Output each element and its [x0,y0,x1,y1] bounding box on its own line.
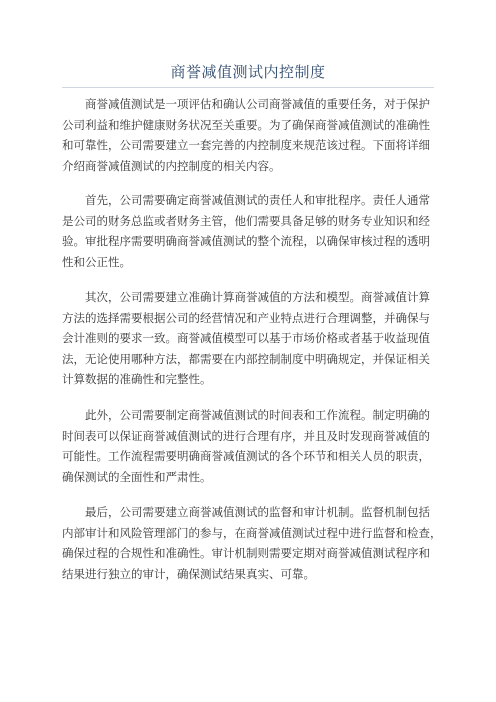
paragraph-line: 是公司的财务总监或者财务主管，他们需要具备足够的财务专业知识和经 [62,213,430,228]
paragraph-line: 确保过程的合规性和准确性。审计机制则需要定期对商誉减值测试程序和 [62,546,430,560]
paragraph-line: 法，无论使用哪种方法，都需要在内部控制制度中明确规定，并保证相关 [62,351,430,366]
paragraph-line: 可能性。工作流程需要明确商誉减值测试的各个环节和相关人员的职责， [62,449,430,463]
paragraph-line: 此外，公司需要制定商誉减值测试的时间表和工作流程。制定明确的 [85,408,430,422]
paragraph-line: 确保测试的全面性和严肃性。 [62,469,212,484]
paragraph-line: 结果进行独立的审计，确保测试结果真实、可靠。 [62,566,315,581]
paragraph-line: 计算数据的准确性和完整性。 [62,372,212,386]
paragraph-line: 其次，公司需要建立准确计算商誉减值的方法和模型。商誉减值计算 [85,290,430,304]
paragraph-third [62,405,442,487]
paragraph-fourth [62,502,442,584]
paragraph-first [62,190,442,272]
paragraph-line: 商誉减值测试是一项评估和确认公司商誉减值的重要任务，对于保护 [85,97,430,111]
paragraph-line: 内部审计和风险管理部门的参与，在商誉减值测试过程中进行监督和检查， [62,525,442,540]
paragraph-line: 公司利益和维护健康财务状况至关重要。为了确保商誉减值测试的准确性 [62,117,430,132]
paragraph-intro [62,94,442,176]
paragraph-line: 方法的选择需要根据公司的经营情况和产业特点进行合理调整，并确保与 [62,310,430,325]
paragraph-line: 最后，公司需要建立商誉减值测试的监督和审计机制。监督机制包括 [85,505,430,519]
document-title: 商誉减值测试内控制度 [170,63,326,81]
paragraph-line: 验。审批程序需要明确商誉减值测试的整个流程，以确保审核过程的透明 [62,234,430,248]
paragraph-line: 首先，公司需要确定商誉减值测试的责任人和审批程序。责任人通常 [85,193,430,207]
title-divider [62,87,434,88]
paragraph-line: 性和公正性。 [62,254,131,269]
paragraph-line: 会计准则的要求一致。商誉减值模型可以基于市场价格或者基于收益现值 [62,331,430,345]
paragraph-line: 时间表可以保证商誉减值测试的进行合理有序，并且及时发现商誉减值的 [62,428,430,443]
paragraph-line: 和可靠性，公司需要建立一套完善的内控制度来规范该过程。下面将详细 [62,138,430,152]
paragraph-line: 介绍商誉减值测试的内控制度的相关内容。 [62,158,281,173]
paragraph-second [62,287,442,390]
